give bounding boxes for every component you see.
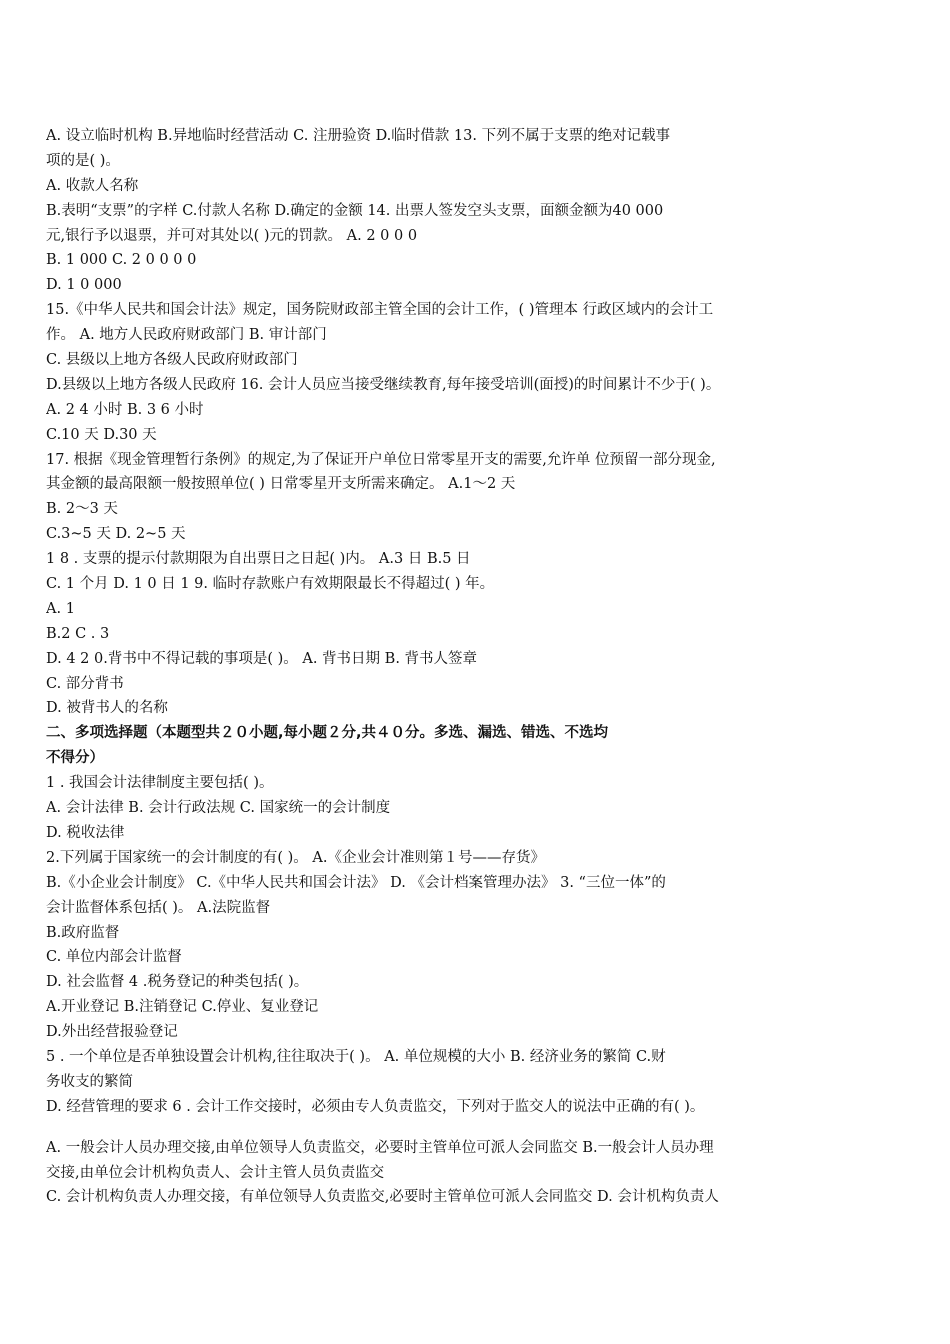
text-line: C. 1 个月 ﻿D. 1 0 日 1 9﻿. 临时存款账户有效期限最长不得超过( ) 年。	[46, 576, 495, 593]
text-line: B. 1 000 ﻿C. 2 0 0 0 0	[46, 252, 197, 269]
text-line: 交接,由单位会计机构负责人、会计主管人员负责监交	[46, 1164, 385, 1181]
text-line: C.10 天 ﻿D.30 天	[46, 426, 157, 443]
text-line: B.政府监督	[46, 924, 120, 941]
text-line: D. 4 2 0﻿.背书中不得记载的事项是( )。 ﻿A. 背书日期 ﻿B. 背书人签章	[46, 650, 478, 667]
text-line: A. 一般会计人员办理交接,由单位领导人负责监交，必要时主管单位可派人会同监交 ﻿B.一般会计人员办理	[46, 1139, 714, 1156]
text-line: 1 8 . 支票的提示付款期限为自出票日之日起( )内。 ﻿A.3 日 ﻿B.5 日	[46, 551, 471, 568]
text-line: 作。 ﻿A. 地方人民政府财政部门 ﻿B. 审计部门	[46, 327, 327, 344]
text-line: A. 1	[46, 600, 75, 617]
text-line: C. 会计机构负责人办理交接，有单位领导人负责监交,必要时主管单位可派人会同监交 ﻿D. 会计机构负责人	[46, 1189, 719, 1206]
text-line: 元,银行予以退票，并可对其处以( )元的罚款。 ﻿A. 2 0 0 0	[46, 227, 418, 244]
text-line: 15.《中华人民共和国会计法》规定，国务院财政部主管全国的会计工作，( )管理本 ﻿行政区域内的会计工	[46, 302, 714, 319]
section-heading: 不得分）	[46, 750, 104, 767]
text-line: B.《小企业会计制度》 ﻿C.《中华人民共和国会计法》 ﻿D. 《会计档案管理办法》 3﻿. “三位一体”的	[46, 874, 666, 891]
text-line: C. 部分背书	[46, 675, 124, 692]
text-line: 会计监督体系包括( )。 ﻿A.法院监督	[46, 899, 271, 916]
text-line: 17. 根据《现金管理暂行条例》的规定,为了保证开户单位日常零星开支的需要,允许单 ﻿位预留一部分现金,	[46, 451, 716, 468]
text-line: D. 1 0 000	[46, 277, 122, 294]
document-text	[46, 124, 906, 1210]
text-line: A. 会计法律 ﻿B. 会计行政法规 ﻿C. 国家统一的会计制度	[46, 800, 391, 817]
text-line: D. 经营管理的要求 6 ﻿. 会计工作交接时，必须由专人负责监交，下列对于监交人的说法中正确的有( )。	[46, 1098, 705, 1115]
text-line: C. 单位内部会计监督	[46, 949, 182, 966]
text-line: A.开业登记 ﻿B.注销登记 ﻿C.停业、复业登记	[46, 999, 319, 1016]
text-line: D. 社会监督 4 ﻿.税务登记的种类包括( )。	[46, 974, 309, 991]
text-line: A. 收款人名称	[46, 177, 139, 194]
text-line: 2.下列属于国家统一的会计制度的有( )。 ﻿A.《企业会计准则第１号——存货》	[46, 849, 545, 866]
text-line: 其金额的最高限额一般按照单位( ) 日常零星开支所需来确定。 ﻿A.1～2 天	[46, 476, 516, 493]
text-line: 项的是( )。	[46, 152, 120, 169]
text-line: B.表明“支票”的字样 ﻿C.付款人名称 ﻿D.确定的金额 14﻿. 出票人签发空头支票，面额金额为40 000	[46, 202, 664, 219]
text-line: A. 设立临时机构 ﻿B.异地临时经营活动 ﻿C. 注册验资 ﻿D.临时借款 13﻿. 下列不属于支票的绝对记载事	[46, 128, 671, 144]
blank-line	[46, 1120, 906, 1136]
text-line: C.3~5 天 ﻿D. 2~5 天	[46, 526, 186, 543]
text-line: 1 . 我国会计法律制度主要包括( )。	[46, 775, 274, 792]
text-line: B.2 ﻿C . 3	[46, 625, 110, 642]
text-line: ﻿A. 2 4 小时 ﻿B. 3 6 小时	[46, 401, 204, 418]
text-line: D.县级以上地方各级人民政府 16﻿. 会计人员应当接受继续教育,每年接受培训(面授)的时间累计不少于( )。	[46, 376, 721, 393]
text-line: 5 . 一个单位是否单独设置会计机构,往往取决于( )。 ﻿A. 单位规模的大小 ﻿B. 经济业务的繁简 ﻿C.财	[46, 1048, 666, 1065]
text-line: C. 县级以上地方各级人民政府财政部门	[46, 352, 298, 369]
text-line: B. 2～3 天	[46, 501, 118, 518]
text-line: 务收支的繁简	[46, 1073, 133, 1090]
text-line: D. 税收法律	[46, 824, 125, 841]
section-heading: 二、多项选择题（本题型共２０小题,每小题２分,共４０分。多选、漏选、错选、不选均	[46, 725, 609, 742]
text-line: D. 被背书人的名称	[46, 700, 168, 717]
text-line: D.外出经营报验登记	[46, 1024, 178, 1041]
